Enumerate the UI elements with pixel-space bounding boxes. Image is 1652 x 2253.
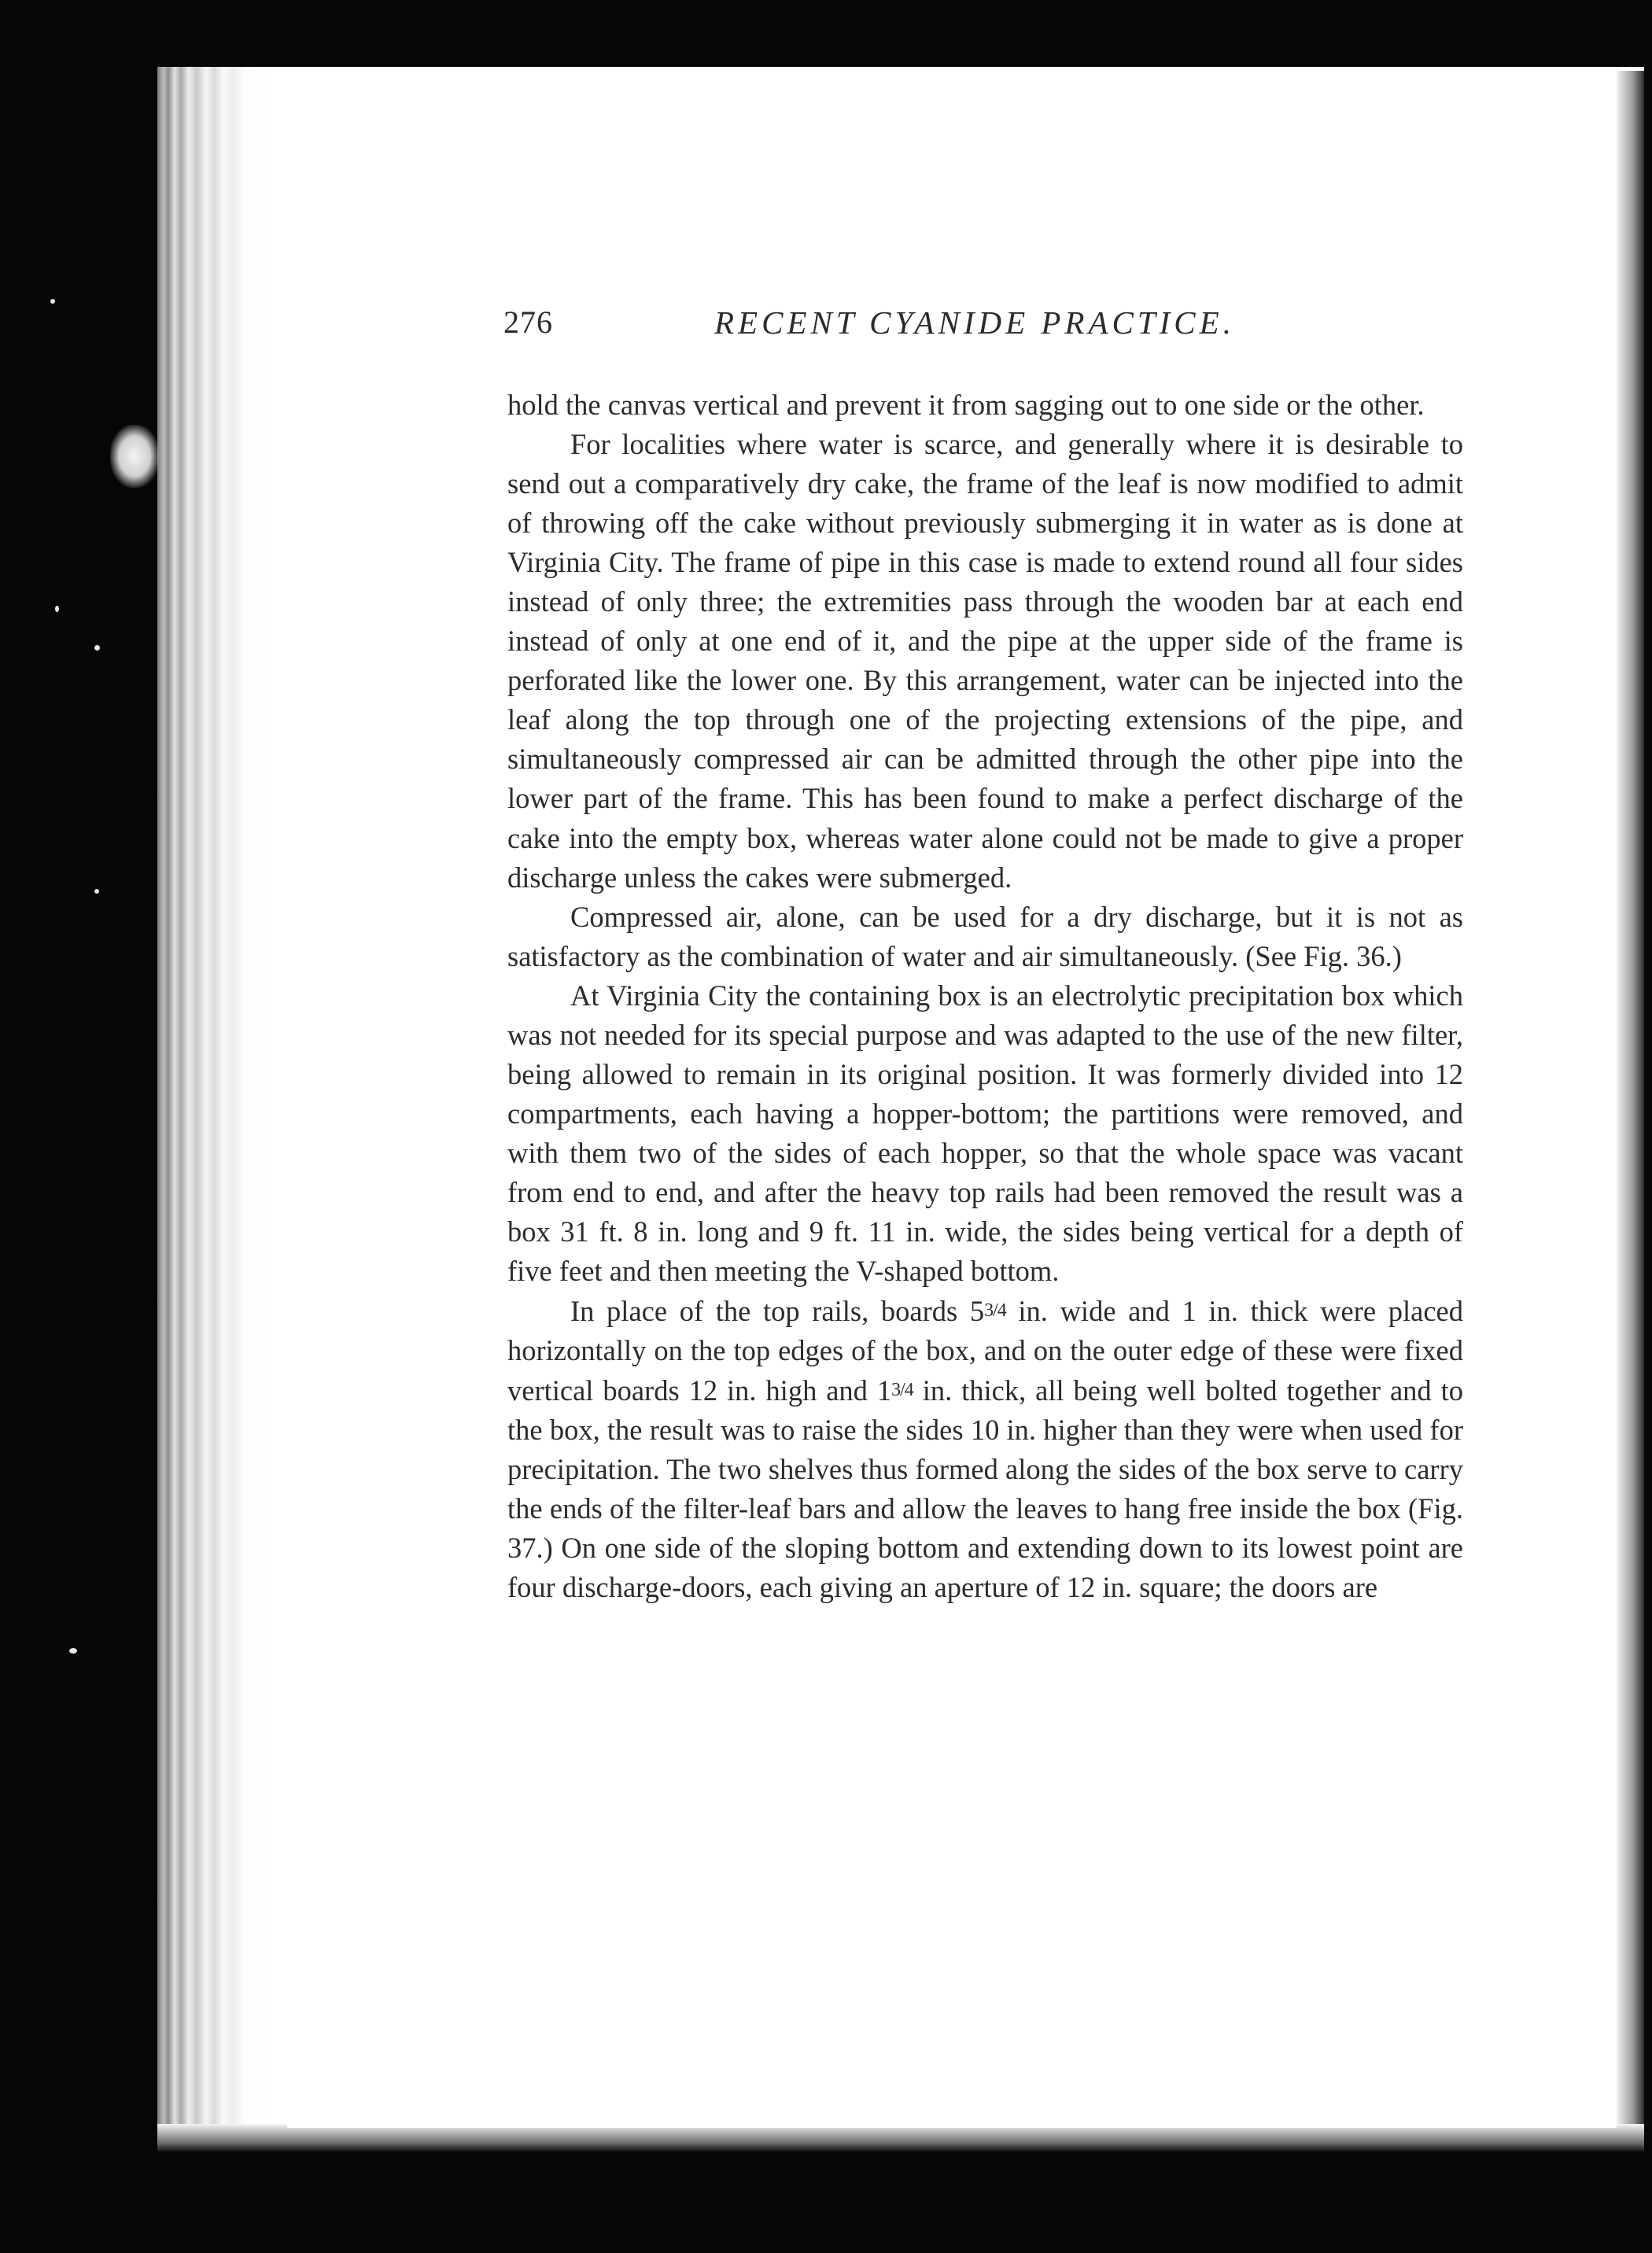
fraction: 3/4: [984, 1300, 1006, 1322]
page-header: [503, 304, 1467, 351]
scan-speck: [94, 889, 99, 894]
scan-speck: [94, 645, 100, 651]
running-title: RECENT CYANIDE PRACTICE.: [714, 304, 1235, 341]
body-text: [507, 385, 1463, 1607]
paragraph-5: [507, 1291, 1463, 1607]
paragraph-4: At Virginia City the containing box is an electrolytic precipitation box which was not needed for its special purpose and was adapted to the use of the new filter, being allowed to remain in its original position. It was formerly divided into 12 compartments, each having a hopper-bottom; the partitions were removed, and with them two of the sides of each hopper, so that the whole space was vacant from end to end, and after the heavy top rails had been removed the result was a box 31 ft. 8 in. long and 9 ft. 11 in. wide, the sides being vertical for a depth of five feet and then meeting the V-shaped bottom.: [507, 979, 1463, 1288]
fraction: 3/4: [891, 1380, 913, 1401]
page-bottom-edge: [157, 2124, 1644, 2152]
page-right-edge: [1617, 71, 1644, 2148]
paragraph-5-text-b: in. wide and 1 in. thick were placed horizontally on the top edges of the box, and on the outer edge of these were fixed vertical boards 12 in. high and 1: [507, 1295, 1464, 1407]
paragraph-5-text-a: In place of the top rails, boards 5: [570, 1295, 985, 1328]
paragraph-5-text-c: in. thick, all being well bolted together and to the box, the result was to raise the sides 10 in. higher than they were when used for precipitation. The two shelves thus formed along the sides of the box serve to carry the ends of the filter-leaf bars and allow the leaves to hang free inside the box (Fig. 37.) On one side of the sloping bottom and extending down to its lowest point are four discharge-doors, each giving an aperture of 12 in. square; the doors are: [507, 1374, 1463, 1604]
paragraph-2: For localities where water is scarce, and generally where it is desirable to send out a comparatively dry cake, the frame of the leaf is now modified to admit of throwing off the cake without previously submerging it in water as is done at Virginia City. The frame of pipe in this case is made to extend round all four sides instead of only three; the extremities pass through the wooden bar at each end instead of only at one end of it, and the pipe at the upper side of the frame is perforated like the lower one. By this arrangement, water can be injected into the leaf along the top through one of the projecting extensions of the pipe, and simultaneously compressed air can be admitted through the other pipe into the lower part of the frame. This has been found to make a perfect discharge of the cake into the empty box, whereas water alone could not be made to give a proper discharge unless the cakes were submerged.: [507, 428, 1463, 894]
page-number: 276: [503, 304, 553, 340]
scan-artifact: [110, 425, 159, 488]
scan-speck: [69, 1648, 77, 1654]
paragraph-1: hold the canvas vertical and prevent it from sagging out to one side or the other.: [507, 389, 1425, 421]
scan-speck: [55, 606, 59, 612]
scan-speck: [50, 299, 55, 304]
paragraph-3: Compressed air, alone, can be used for a dry discharge, but it is not as satisfactory as the combination of water and air simultaneously. (See Fig. 36.): [507, 900, 1463, 972]
